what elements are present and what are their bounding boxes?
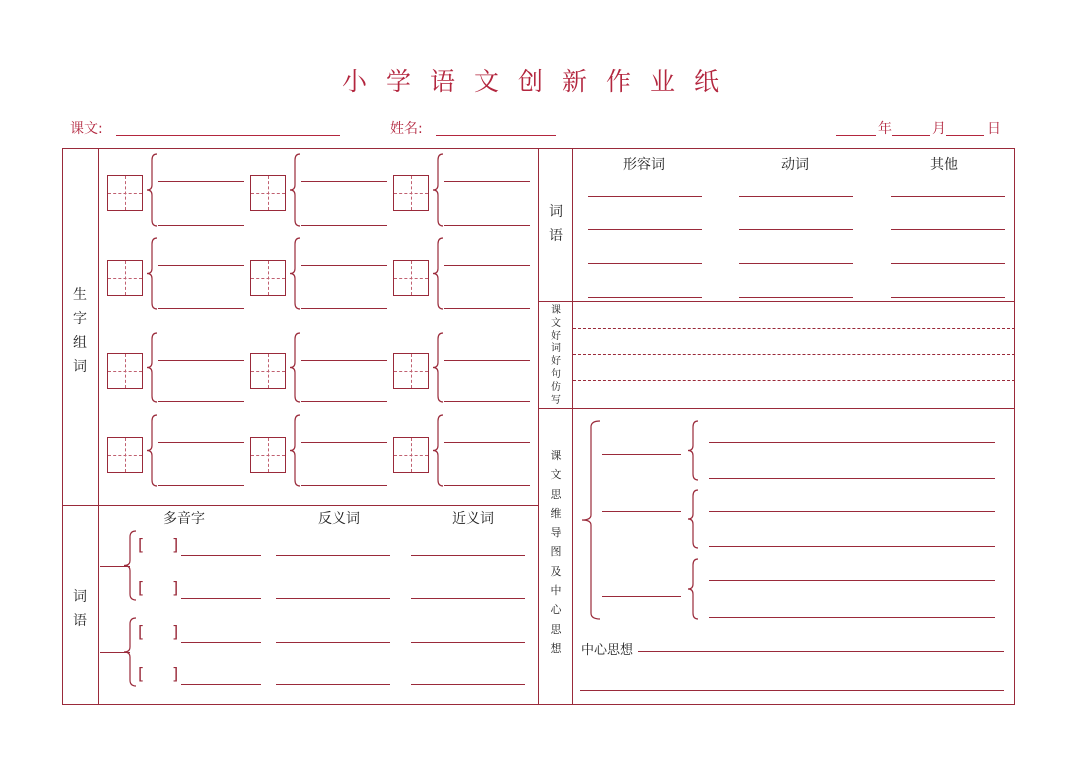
sentence-line[interactable] [573, 328, 1015, 329]
synonym-line[interactable] [411, 642, 525, 643]
antonym-line[interactable] [276, 598, 390, 599]
polyphone-word-line[interactable] [181, 684, 261, 685]
word-line[interactable] [301, 360, 387, 361]
word-line[interactable] [158, 401, 244, 402]
char-practice-box[interactable] [107, 175, 143, 211]
col-header-adjective: 形容词 [623, 157, 665, 173]
synonym-line[interactable] [411, 555, 525, 556]
mindmap-detail-line[interactable] [709, 511, 995, 512]
char-practice-box[interactable] [250, 353, 286, 389]
word-line[interactable] [158, 360, 244, 361]
col-header-other: 其他 [930, 157, 958, 173]
synonym-line[interactable] [411, 684, 525, 685]
char-practice-box[interactable] [107, 353, 143, 389]
char-practice-box[interactable] [250, 437, 286, 473]
lesson-field[interactable] [116, 135, 340, 136]
word-line[interactable] [301, 401, 387, 402]
central-idea-label: 中心思想 [581, 643, 634, 658]
mindmap-detail-line[interactable] [709, 617, 995, 618]
char-practice-box[interactable] [393, 353, 429, 389]
word-line[interactable] [444, 181, 530, 182]
word-line[interactable] [444, 265, 530, 266]
word-line[interactable] [158, 225, 244, 226]
pinyin-bracket[interactable]: [ ] [138, 535, 179, 554]
right-section-divider-2 [538, 408, 1015, 409]
word-line[interactable] [444, 360, 530, 361]
verb-line[interactable] [739, 229, 853, 230]
word-line[interactable] [444, 225, 530, 226]
char-practice-box[interactable] [393, 260, 429, 296]
other-word-line[interactable] [891, 196, 1005, 197]
char-practice-box[interactable] [250, 175, 286, 211]
col-header-polyphone: 多音字 [163, 511, 205, 527]
name-field[interactable] [436, 135, 556, 136]
col-header-synonym: 近义词 [452, 511, 494, 527]
year-label: 年 [878, 121, 892, 137]
sentence-line[interactable] [573, 380, 1015, 381]
char-practice-box[interactable] [250, 260, 286, 296]
left-words-section-label: 词语 [73, 589, 87, 629]
mindmap-branch-line[interactable] [602, 596, 681, 597]
verb-line[interactable] [739, 196, 853, 197]
pinyin-bracket[interactable]: [ ] [138, 664, 179, 683]
word-line[interactable] [158, 485, 244, 486]
pinyin-bracket[interactable]: [ ] [138, 578, 179, 597]
char-practice-box[interactable] [393, 175, 429, 211]
polyphone-stem-line [100, 652, 130, 653]
verb-line[interactable] [739, 297, 853, 298]
adjective-line[interactable] [588, 263, 702, 264]
adjective-line[interactable] [588, 229, 702, 230]
word-line[interactable] [444, 308, 530, 309]
mindmap-section-label: 课文思维导图及中心思想 [550, 449, 562, 655]
adjective-line[interactable] [588, 297, 702, 298]
mindmap-detail-line[interactable] [709, 442, 995, 443]
mindmap-branch-line[interactable] [602, 454, 681, 455]
word-line[interactable] [301, 225, 387, 226]
polyphone-word-line[interactable] [181, 598, 261, 599]
synonym-line[interactable] [411, 598, 525, 599]
mindmap-detail-line[interactable] [709, 546, 995, 547]
word-line[interactable] [158, 265, 244, 266]
antonym-line[interactable] [276, 555, 390, 556]
verb-line[interactable] [739, 263, 853, 264]
left-label-divider [98, 148, 99, 705]
char-practice-box[interactable] [107, 260, 143, 296]
mindmap-branch-line[interactable] [602, 511, 681, 512]
char-practice-box[interactable] [393, 437, 429, 473]
page-title: 小学语文创新作业纸 [341, 67, 738, 96]
other-word-line[interactable] [891, 263, 1005, 264]
sentences-section-label: 课文好词好句仿写 [551, 305, 561, 406]
day-label: 日 [987, 121, 1001, 137]
central-idea-line[interactable] [580, 690, 1004, 691]
word-line[interactable] [301, 265, 387, 266]
mindmap-detail-line[interactable] [709, 580, 995, 581]
center-divider [538, 148, 539, 705]
word-line[interactable] [158, 442, 244, 443]
year-field[interactable] [836, 135, 876, 136]
adjective-line[interactable] [588, 196, 702, 197]
col-header-verb: 动词 [781, 157, 809, 173]
word-line[interactable] [301, 442, 387, 443]
char-practice-box[interactable] [107, 437, 143, 473]
right-section-divider-1 [538, 301, 1015, 302]
word-line[interactable] [301, 308, 387, 309]
name-label: 姓名: [390, 121, 423, 137]
other-word-line[interactable] [891, 297, 1005, 298]
new-chars-section-label: 生字组词 [73, 287, 87, 375]
central-idea-line[interactable] [638, 651, 1004, 652]
right-label-divider [572, 148, 573, 705]
word-line[interactable] [158, 181, 244, 182]
antonym-line[interactable] [276, 642, 390, 643]
word-line[interactable] [444, 442, 530, 443]
month-field[interactable] [892, 135, 930, 136]
word-line[interactable] [301, 181, 387, 182]
antonym-line[interactable] [276, 684, 390, 685]
word-line[interactable] [158, 308, 244, 309]
other-word-line[interactable] [891, 229, 1005, 230]
day-field[interactable] [946, 135, 984, 136]
pinyin-bracket[interactable]: [ ] [138, 622, 179, 641]
sentence-line[interactable] [573, 354, 1015, 355]
word-line[interactable] [301, 485, 387, 486]
word-line[interactable] [444, 485, 530, 486]
polyphone-word-line[interactable] [181, 642, 261, 643]
polyphone-stem-line [100, 566, 130, 567]
month-label: 月 [932, 121, 946, 137]
right-words-section-label: 词语 [549, 204, 563, 244]
lesson-label: 课文: [70, 121, 103, 137]
polyphone-word-line[interactable] [181, 555, 261, 556]
word-line[interactable] [444, 401, 530, 402]
left-section-divider [62, 505, 539, 506]
col-header-antonym: 反义词 [318, 511, 360, 527]
mindmap-detail-line[interactable] [709, 478, 995, 479]
